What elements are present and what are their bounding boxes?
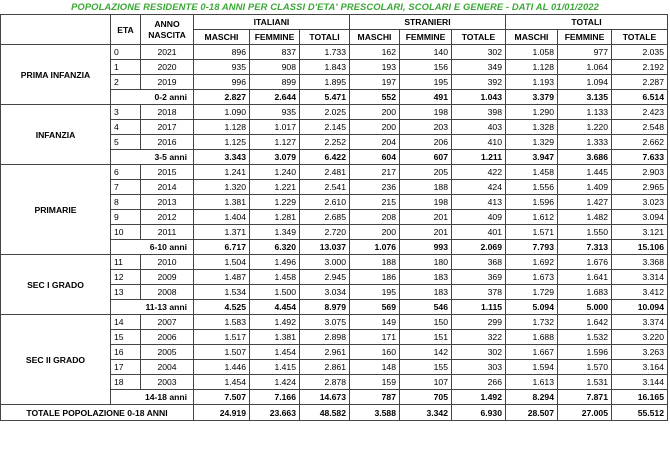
grand-total-st-f: 3.342 [400,405,452,421]
header-it-totali: TOTALI [300,30,350,45]
cell-it-t: 2.720 [300,225,350,240]
grand-total-st-m: 3.588 [350,405,400,421]
cell-to-f: 1.676 [558,255,612,270]
cell-anno: 2019 [141,75,194,90]
cell-to-f: 1.409 [558,180,612,195]
table-row [1,315,668,330]
cell-to-f: 1.532 [558,330,612,345]
table-row [1,255,668,270]
cell-to-f: 1.550 [558,225,612,240]
cell-st-m: 236 [350,180,400,195]
cell-st-m: 171 [350,330,400,345]
cell-to-f: 1.683 [558,285,612,300]
cell-it-t: 2.685 [300,210,350,225]
cell-to-t: 3.374 [612,315,668,330]
cell-st-m: 204 [350,135,400,150]
subtotal-it-m: 6.717 [194,240,250,255]
population-table [0,14,668,421]
cell-to-t: 2.035 [612,45,668,60]
cell-to-m: 1.290 [506,105,558,120]
cell-to-t: 2.662 [612,135,668,150]
header-to-totale: TOTALE [612,30,668,45]
table-row [1,45,668,60]
cell-eta: 10 [111,225,141,240]
cell-eta: 15 [111,330,141,345]
cell-to-t: 3.144 [612,375,668,390]
cell-st-t: 422 [452,165,506,180]
cell-it-m: 1.517 [194,330,250,345]
cell-to-m: 1.667 [506,345,558,360]
cell-st-f: 140 [400,45,452,60]
subtotal-to-f: 7.871 [558,390,612,405]
cell-to-m: 1.329 [506,135,558,150]
cell-it-t: 3.075 [300,315,350,330]
cell-anno: 2005 [141,345,194,360]
cell-to-m: 1.193 [506,75,558,90]
cell-to-t: 2.903 [612,165,668,180]
cell-it-f: 1.229 [250,195,300,210]
header-it-femmine: FEMMINE [250,30,300,45]
cell-it-t: 2.541 [300,180,350,195]
subtotal-it-t: 5.471 [300,90,350,105]
subtotal-st-t: 1.492 [452,390,506,405]
cell-to-f: 1.064 [558,60,612,75]
cell-to-t: 3.121 [612,225,668,240]
cell-to-f: 1.445 [558,165,612,180]
cell-it-f: 1.127 [250,135,300,150]
cell-to-m: 1.594 [506,360,558,375]
cell-to-m: 1.458 [506,165,558,180]
cell-to-t: 2.287 [612,75,668,90]
subtotal-to-t: 15.106 [612,240,668,255]
subtotal-to-m: 5.094 [506,300,558,315]
cell-it-t: 1.843 [300,60,350,75]
cell-st-f: 195 [400,75,452,90]
cell-it-t: 1.733 [300,45,350,60]
cell-st-f: 183 [400,285,452,300]
cell-to-m: 1.571 [506,225,558,240]
group-label: PRIMARIE [1,165,111,255]
cell-anno: 2004 [141,360,194,375]
subtotal-it-m: 7.507 [194,390,250,405]
cell-eta: 8 [111,195,141,210]
cell-it-t: 2.481 [300,165,350,180]
cell-st-t: 413 [452,195,506,210]
cell-eta: 1 [111,60,141,75]
cell-st-t: 322 [452,330,506,345]
cell-to-t: 3.220 [612,330,668,345]
subtotal-label: 3-5 anni [111,150,194,165]
cell-st-m: 149 [350,315,400,330]
cell-it-t: 2.025 [300,105,350,120]
cell-to-t: 2.423 [612,105,668,120]
cell-eta: 7 [111,180,141,195]
cell-to-t: 3.094 [612,210,668,225]
cell-st-f: 150 [400,315,452,330]
subtotal-to-t: 16.165 [612,390,668,405]
cell-it-t: 2.961 [300,345,350,360]
cell-it-f: 837 [250,45,300,60]
subtotal-to-f: 3.135 [558,90,612,105]
cell-it-t: 1.895 [300,75,350,90]
cell-eta: 11 [111,255,141,270]
subtotal-st-m: 552 [350,90,400,105]
subtotal-it-f: 7.166 [250,390,300,405]
grand-total-label: TOTALE POPOLAZIONE 0-18 ANNI [1,405,194,421]
subtotal-to-f: 3.686 [558,150,612,165]
subtotal-st-t: 1.043 [452,90,506,105]
subtotal-it-f: 2.644 [250,90,300,105]
subtotal-st-t: 1.211 [452,150,506,165]
subtotal-to-m: 8.294 [506,390,558,405]
cell-it-t: 2.878 [300,375,350,390]
subtotal-it-m: 2.827 [194,90,250,105]
header-eta: ETA [111,15,141,45]
cell-anno: 2010 [141,255,194,270]
cell-it-f: 899 [250,75,300,90]
cell-anno: 2020 [141,60,194,75]
cell-it-f: 1.281 [250,210,300,225]
cell-it-m: 1.241 [194,165,250,180]
cell-to-t: 3.263 [612,345,668,360]
subtotal-st-m: 604 [350,150,400,165]
cell-to-f: 1.642 [558,315,612,330]
cell-anno: 2009 [141,270,194,285]
header-blank [1,15,111,45]
cell-it-m: 1.371 [194,225,250,240]
cell-it-m: 1.404 [194,210,250,225]
cell-st-m: 208 [350,210,400,225]
cell-st-t: 303 [452,360,506,375]
subtotal-st-m: 1.076 [350,240,400,255]
cell-to-t: 3.314 [612,270,668,285]
cell-it-m: 1.125 [194,135,250,150]
subtotal-st-m: 569 [350,300,400,315]
cell-to-t: 3.164 [612,360,668,375]
cell-eta: 5 [111,135,141,150]
cell-it-m: 935 [194,60,250,75]
cell-anno: 2014 [141,180,194,195]
cell-to-t: 2.965 [612,180,668,195]
cell-to-f: 1.333 [558,135,612,150]
cell-eta: 4 [111,120,141,135]
cell-it-f: 1.424 [250,375,300,390]
cell-to-f: 1.220 [558,120,612,135]
cell-st-m: 200 [350,120,400,135]
cell-it-m: 1.381 [194,195,250,210]
cell-eta: 17 [111,360,141,375]
cell-it-m: 1.446 [194,360,250,375]
cell-st-t: 368 [452,255,506,270]
grand-total-it-m: 24.919 [194,405,250,421]
cell-to-t: 2.548 [612,120,668,135]
cell-to-t: 3.368 [612,255,668,270]
table-row [1,105,668,120]
cell-it-t: 3.000 [300,255,350,270]
subtotal-it-t: 6.422 [300,150,350,165]
cell-st-t: 369 [452,270,506,285]
cell-to-m: 1.556 [506,180,558,195]
cell-to-m: 1.692 [506,255,558,270]
cell-st-m: 195 [350,285,400,300]
cell-st-t: 398 [452,105,506,120]
cell-to-m: 1.729 [506,285,558,300]
cell-to-f: 1.570 [558,360,612,375]
cell-anno: 2003 [141,375,194,390]
cell-eta: 2 [111,75,141,90]
subtotal-it-f: 4.454 [250,300,300,315]
cell-st-f: 188 [400,180,452,195]
header-st-femmine: FEMMINE [400,30,452,45]
header-italiani: ITALIANI [194,15,350,30]
cell-to-m: 1.612 [506,210,558,225]
subtotal-to-m: 3.379 [506,90,558,105]
cell-to-m: 1.688 [506,330,558,345]
cell-st-f: 183 [400,270,452,285]
cell-it-m: 1.534 [194,285,250,300]
subtotal-st-t: 1.115 [452,300,506,315]
cell-st-f: 203 [400,120,452,135]
grand-total-to-m: 28.507 [506,405,558,421]
subtotal-st-m: 787 [350,390,400,405]
cell-st-f: 155 [400,360,452,375]
subtotal-st-f: 546 [400,300,452,315]
cell-it-f: 1.492 [250,315,300,330]
cell-st-t: 378 [452,285,506,300]
cell-anno: 2006 [141,330,194,345]
cell-st-f: 198 [400,195,452,210]
cell-it-m: 1.454 [194,375,250,390]
cell-to-f: 1.094 [558,75,612,90]
header-to-femmine: FEMMINE [558,30,612,45]
cell-to-f: 1.482 [558,210,612,225]
cell-anno: 2015 [141,165,194,180]
group-label: INFANZIA [1,105,111,165]
cell-st-f: 180 [400,255,452,270]
group-label: SEC II GRADO [1,315,111,405]
cell-it-f: 935 [250,105,300,120]
cell-st-t: 403 [452,120,506,135]
cell-it-t: 2.610 [300,195,350,210]
cell-it-f: 1.221 [250,180,300,195]
cell-st-m: 215 [350,195,400,210]
cell-it-f: 1.381 [250,330,300,345]
cell-anno: 2012 [141,210,194,225]
cell-eta: 16 [111,345,141,360]
subtotal-label: 11-13 anni [111,300,194,315]
cell-st-m: 200 [350,225,400,240]
header-anno-nascita: ANNO NASCITA [141,15,194,45]
grand-total-it-t: 48.582 [300,405,350,421]
cell-it-t: 2.861 [300,360,350,375]
group-label: PRIMA INFANZIA [1,45,111,105]
cell-anno: 2018 [141,105,194,120]
cell-st-m: 148 [350,360,400,375]
cell-st-t: 302 [452,45,506,60]
cell-st-t: 410 [452,135,506,150]
cell-st-m: 217 [350,165,400,180]
cell-st-f: 107 [400,375,452,390]
subtotal-to-t: 7.633 [612,150,668,165]
cell-it-f: 1.240 [250,165,300,180]
table-row [1,165,668,180]
subtotal-it-f: 6.320 [250,240,300,255]
cell-st-t: 424 [452,180,506,195]
table-body [1,45,668,421]
cell-anno: 2017 [141,120,194,135]
header-st-maschi: MASCHI [350,30,400,45]
cell-to-m: 1.613 [506,375,558,390]
subtotal-it-t: 14.673 [300,390,350,405]
cell-st-f: 201 [400,225,452,240]
cell-it-t: 2.945 [300,270,350,285]
grand-total-to-t: 55.512 [612,405,668,421]
cell-it-f: 1.454 [250,345,300,360]
subtotal-it-t: 13.037 [300,240,350,255]
subtotal-to-f: 7.313 [558,240,612,255]
cell-anno: 2008 [141,285,194,300]
cell-st-t: 266 [452,375,506,390]
cell-to-f: 1.133 [558,105,612,120]
cell-to-m: 1.328 [506,120,558,135]
header-totali: TOTALI [506,15,668,30]
cell-st-m: 159 [350,375,400,390]
grand-total-st-t: 6.930 [452,405,506,421]
grand-total-row [1,405,668,421]
cell-it-m: 1.504 [194,255,250,270]
subtotal-it-m: 3.343 [194,150,250,165]
cell-st-f: 201 [400,210,452,225]
cell-anno: 2007 [141,315,194,330]
cell-eta: 6 [111,165,141,180]
subtotal-it-t: 8.979 [300,300,350,315]
cell-anno: 2013 [141,195,194,210]
subtotal-st-t: 2.069 [452,240,506,255]
subtotal-it-m: 4.525 [194,300,250,315]
cell-it-t: 3.034 [300,285,350,300]
cell-it-t: 2.145 [300,120,350,135]
cell-st-f: 198 [400,105,452,120]
cell-it-f: 1.415 [250,360,300,375]
cell-it-t: 2.898 [300,330,350,345]
cell-eta: 14 [111,315,141,330]
cell-it-f: 1.500 [250,285,300,300]
cell-it-m: 996 [194,75,250,90]
cell-to-m: 1.732 [506,315,558,330]
cell-st-m: 160 [350,345,400,360]
subtotal-to-m: 3.947 [506,150,558,165]
group-label: SEC I GRADO [1,255,111,315]
cell-eta: 3 [111,105,141,120]
subtotal-st-f: 607 [400,150,452,165]
cell-to-t: 2.192 [612,60,668,75]
cell-st-t: 302 [452,345,506,360]
cell-it-m: 1.507 [194,345,250,360]
cell-it-t: 2.252 [300,135,350,150]
cell-to-m: 1.596 [506,195,558,210]
subtotal-to-m: 7.793 [506,240,558,255]
cell-to-f: 1.596 [558,345,612,360]
cell-it-m: 1.583 [194,315,250,330]
cell-st-m: 200 [350,105,400,120]
cell-st-f: 205 [400,165,452,180]
cell-it-m: 1.487 [194,270,250,285]
subtotal-st-f: 491 [400,90,452,105]
grand-total-it-f: 23.663 [250,405,300,421]
cell-st-f: 151 [400,330,452,345]
cell-st-t: 349 [452,60,506,75]
cell-it-m: 1.090 [194,105,250,120]
cell-st-f: 156 [400,60,452,75]
cell-to-f: 977 [558,45,612,60]
subtotal-to-t: 10.094 [612,300,668,315]
cell-to-t: 3.412 [612,285,668,300]
cell-to-t: 3.023 [612,195,668,210]
cell-eta: 0 [111,45,141,60]
cell-st-m: 162 [350,45,400,60]
subtotal-to-t: 6.514 [612,90,668,105]
subtotal-st-f: 705 [400,390,452,405]
cell-it-m: 1.128 [194,120,250,135]
header-to-maschi: MASCHI [506,30,558,45]
subtotal-label: 0-2 anni [111,90,194,105]
cell-anno: 2021 [141,45,194,60]
cell-st-m: 188 [350,255,400,270]
cell-it-f: 908 [250,60,300,75]
cell-anno: 2016 [141,135,194,150]
cell-it-f: 1.458 [250,270,300,285]
cell-st-t: 409 [452,210,506,225]
subtotal-it-f: 3.079 [250,150,300,165]
cell-eta: 13 [111,285,141,300]
cell-it-f: 1.349 [250,225,300,240]
cell-st-f: 142 [400,345,452,360]
cell-it-m: 1.320 [194,180,250,195]
cell-st-t: 392 [452,75,506,90]
cell-to-f: 1.641 [558,270,612,285]
header-st-totale: TOTALE [452,30,506,45]
page-title: POPOLAZIONE RESIDENTE 0-18 ANNI PER CLASSI D'ETA' PRESCOLARI, SCOLARI E GENERE - DATI AL 01/01/2022 [71,1,599,12]
cell-it-f: 1.496 [250,255,300,270]
cell-st-f: 206 [400,135,452,150]
cell-st-t: 299 [452,315,506,330]
cell-st-m: 197 [350,75,400,90]
header-it-maschi: MASCHI [194,30,250,45]
cell-to-m: 1.128 [506,60,558,75]
subtotal-to-f: 5.000 [558,300,612,315]
subtotal-st-f: 993 [400,240,452,255]
cell-anno: 2011 [141,225,194,240]
cell-it-f: 1.017 [250,120,300,135]
cell-eta: 9 [111,210,141,225]
subtotal-label: 14-18 anni [111,390,194,405]
header-stranieri: STRANIERI [350,15,506,30]
grand-total-to-f: 27.005 [558,405,612,421]
cell-eta: 12 [111,270,141,285]
cell-eta: 18 [111,375,141,390]
cell-to-m: 1.058 [506,45,558,60]
subtotal-label: 6-10 anni [111,240,194,255]
cell-to-f: 1.531 [558,375,612,390]
cell-st-m: 193 [350,60,400,75]
cell-to-m: 1.673 [506,270,558,285]
cell-it-m: 896 [194,45,250,60]
cell-to-f: 1.427 [558,195,612,210]
cell-st-t: 401 [452,225,506,240]
cell-st-m: 186 [350,270,400,285]
